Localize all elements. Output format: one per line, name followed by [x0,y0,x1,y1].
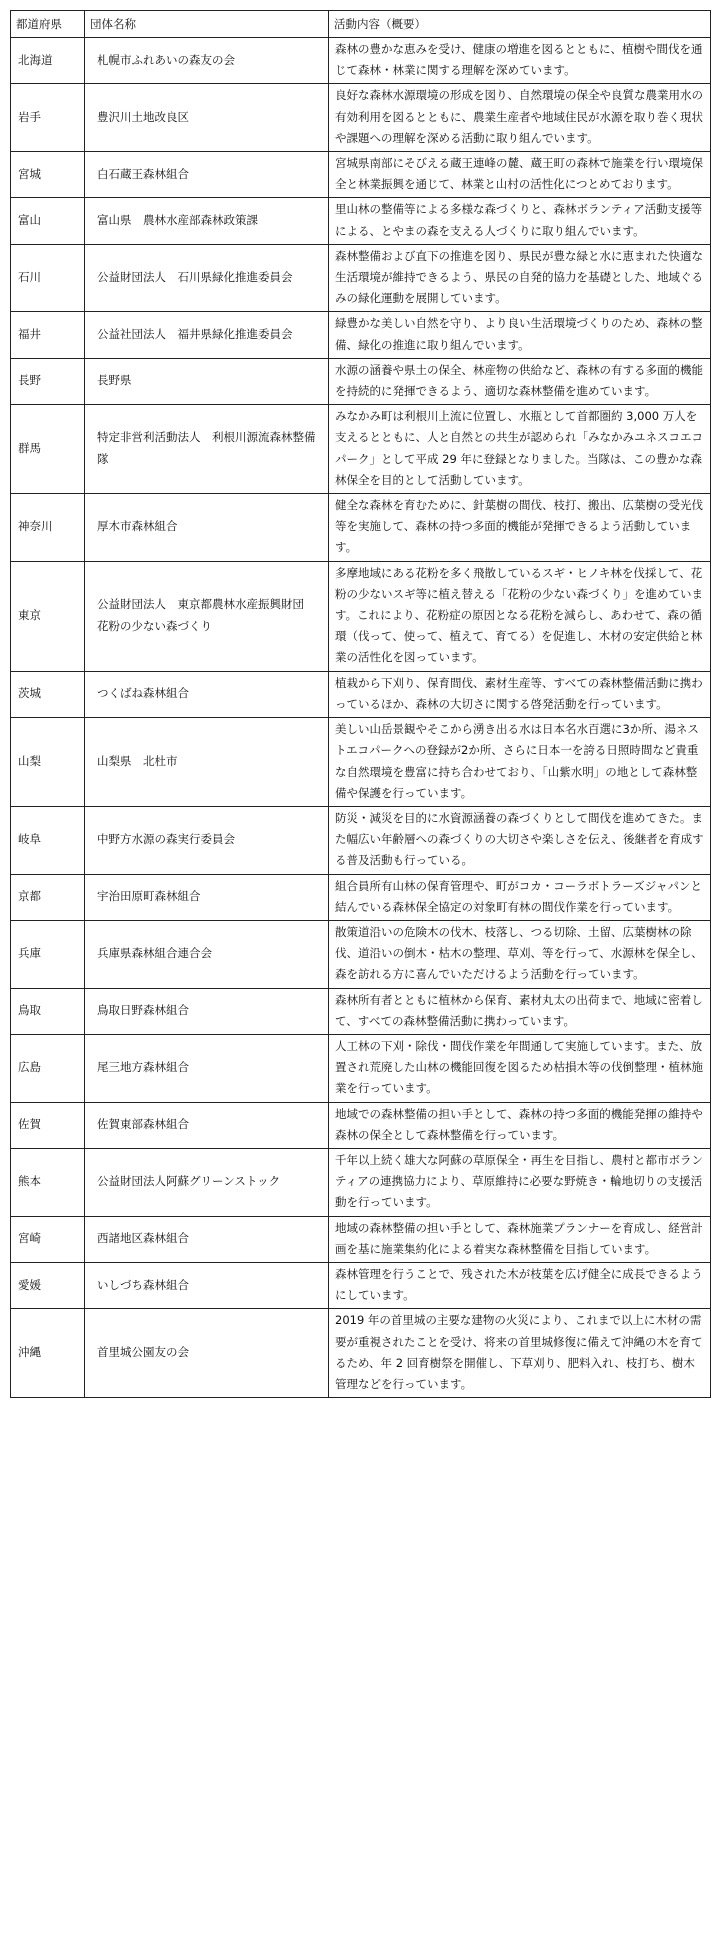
prefecture-cell: 岐阜 [11,806,85,874]
header-activity: 活動内容（概要） [329,11,711,38]
prefecture-cell: 熊本 [11,1148,85,1216]
prefecture-cell: 石川 [11,244,85,312]
table-row [11,244,711,312]
activity-cell: 森林の豊かな恵みを受け、健康の増進を図るとともに、植樹や間伐を通じて森林・林業に関する理解を深めています。 [329,38,711,84]
activity-cell: 2019 年の首里城の主要な建物の火災により、これまで以上に木材の需要が重視されたことを受け、将来の首里城修復に備えて沖縄の木を育てるため、年 2 回育樹祭を開催し、下草刈り、肥料入れ、枝打ち、樹木管理などを行っています。 [329,1309,711,1398]
prefecture-cell: 長野 [11,358,85,404]
header-organization: 団体名称 [85,11,329,38]
activity-cell: 防災・減災を目的に水資源涵養の森づくりとして間伐を進めてきた。また幅広い年齢層への森づくりの大切さや楽しさを伝え、後継者を育成する普及活動も行っている。 [329,806,711,874]
table-row [11,494,711,562]
prefecture-cell: 兵庫 [11,920,85,988]
table-row [11,358,711,404]
prefecture-cell: 山梨 [11,718,85,807]
activity-table [10,10,711,1398]
organization-cell: いしづち森林組合 [85,1262,329,1308]
organization-cell: 尾三地方森林組合 [85,1034,329,1102]
organization-cell: 宇治田原町森林組合 [85,874,329,920]
table-row [11,988,711,1034]
activity-cell: 健全な森林を育むために、針葉樹の間伐、枝打、搬出、広葉樹の受光伐等を実施して、森林の持つ多面的機能が発揮できるよう活動しています。 [329,494,711,562]
activity-cell: 緑豊かな美しい自然を守り、より良い生活環境づくりのため、森林の整備、緑化の推進に取り組んでいます。 [329,312,711,358]
prefecture-cell: 神奈川 [11,494,85,562]
organization-cell: 公益財団法人 石川県緑化推進委員会 [85,244,329,312]
table-row [11,1102,711,1148]
organization-cell: 山梨県 北杜市 [85,718,329,807]
organization-cell: 白石蔵王森林組合 [85,152,329,198]
organization-cell: 札幌市ふれあいの森友の会 [85,38,329,84]
header-prefecture: 都道府県 [11,11,85,38]
activity-cell: みなかみ町は利根川上流に位置し、水瓶として首都圏約 3,000 万人を支えるとともに、人と自然との共生が認められ「みなかみユネスコエコパーク」として平成 29 年に登録となりました。当隊は、この豊かな森林保全を目的として活動しています。 [329,405,711,494]
organization-cell: 特定非営利活動法人 利根川源流森林整備隊 [85,405,329,494]
table-row [11,405,711,494]
activity-cell: 地域での森林整備の担い手として、森林の持つ多面的機能発揮の維持や森林の保全として森林整備を行っています。 [329,1102,711,1148]
activity-table-container [10,10,710,1398]
organization-cell: 鳥取日野森林組合 [85,988,329,1034]
organization-cell: 兵庫県森林組合連合会 [85,920,329,988]
activity-cell: 水源の涵養や県土の保全、林産物の供給など、森林の有する多面的機能を持続的に発揮できるよう、適切な森林整備を進めています。 [329,358,711,404]
prefecture-cell: 佐賀 [11,1102,85,1148]
table-header-row [11,11,711,38]
table-row [11,806,711,874]
prefecture-cell: 広島 [11,1034,85,1102]
organization-cell: 中野方水源の森実行委員会 [85,806,329,874]
prefecture-cell: 群馬 [11,405,85,494]
table-row [11,671,711,717]
activity-cell: 森林所有者とともに植林から保育、素材丸太の出荷まで、地域に密着して、すべての森林整備活動に携わっています。 [329,988,711,1034]
table-row [11,1034,711,1102]
table-row [11,1309,711,1398]
prefecture-cell: 福井 [11,312,85,358]
organization-cell: 厚木市森林組合 [85,494,329,562]
table-row [11,561,711,671]
table-row [11,312,711,358]
prefecture-cell: 茨城 [11,671,85,717]
activity-cell: 里山林の整備等による多様な森づくりと、森林ボランティア活動支援等による、とやまの森を支える人づくりに取り組んでいます。 [329,198,711,244]
activity-cell: 多摩地域にある花粉を多く飛散しているスギ・ヒノキ林を伐採して、花粉の少ないスギ等に植え替える「花粉の少ない森づくり」を進めています。これにより、花粉症の原因となる花粉を減らし、あわせて、森の循環（伐って、使って、植えて、育てる）を促進し、木材の安定供給と林業の活性化を図っています。 [329,561,711,671]
activity-cell: 宮城県南部にそびえる蔵王連峰の麓、蔵王町の森林で施業を行い環境保全と林業振興を通じて、林業と山村の活性化につとめております。 [329,152,711,198]
organization-cell: 富山県 農林水産部森林政策課 [85,198,329,244]
prefecture-cell: 東京 [11,561,85,671]
table-row [11,874,711,920]
prefecture-cell: 宮崎 [11,1216,85,1262]
prefecture-cell: 岩手 [11,84,85,152]
prefecture-cell: 沖縄 [11,1309,85,1398]
organization-cell: 公益社団法人 福井県緑化推進委員会 [85,312,329,358]
organization-cell: つくばね森林組合 [85,671,329,717]
prefecture-cell: 北海道 [11,38,85,84]
prefecture-cell: 京都 [11,874,85,920]
table-row [11,152,711,198]
table-row [11,920,711,988]
activity-cell: 植栽から下刈り、保育間伐、素材生産等、すべての森林整備活動に携わっているほか、森林の大切さに関する啓発活動を行っています。 [329,671,711,717]
activity-cell: 人工林の下刈・除伐・間伐作業を年間通して実施しています。また、放置され荒廃した山林の機能回復を図るため枯損木等の伐倒整理・植林施業を行っています。 [329,1034,711,1102]
activity-cell: 散策道沿いの危険木の伐木、枝落し、つる切除、土留、広葉樹林の除伐、道沿いの倒木・枯木の整理、草刈、等を行って、水源林を保全し、森を訪れる方に喜んでいただけるよう活動を行っています。 [329,920,711,988]
table-row [11,718,711,807]
prefecture-cell: 鳥取 [11,988,85,1034]
organization-cell: 公益財団法人 東京都農林水産振興財団 花粉の少ない森づくり [85,561,329,671]
prefecture-cell: 宮城 [11,152,85,198]
table-row [11,38,711,84]
table-row [11,1262,711,1308]
table-row [11,198,711,244]
activity-cell: 組合員所有山林の保育管理や、町がコカ・コーラボトラーズジャパンと結んでいる森林保全協定の対象町有林の間伐作業を行っています。 [329,874,711,920]
organization-cell: 長野県 [85,358,329,404]
activity-cell: 地域の森林整備の担い手として、森林施業プランナーを育成し、経営計画を基に施業集約化による着実な森林整備を目指しています。 [329,1216,711,1262]
prefecture-cell: 富山 [11,198,85,244]
organization-cell: 西諸地区森林組合 [85,1216,329,1262]
table-row [11,84,711,152]
table-row [11,1216,711,1262]
activity-cell: 千年以上続く雄大な阿蘇の草原保全・再生を目指し、農村と都市ボランティアの連携協力により、草原維持に必要な野焼き・輪地切りの支援活動を行っています。 [329,1148,711,1216]
activity-cell: 森林管理を行うことで、残された木が枝葉を広げ健全に成長できるようにしています。 [329,1262,711,1308]
organization-cell: 佐賀東部森林組合 [85,1102,329,1148]
activity-cell: 良好な森林水源環境の形成を図り、自然環境の保全や良質な農業用水の有効利用を図るとともに、農業生産者や地域住民が水源を取り巻く現状や課題への理解を深める活動に取り組んでいます。 [329,84,711,152]
organization-cell: 公益財団法人阿蘇グリーンストック [85,1148,329,1216]
organization-cell: 首里城公園友の会 [85,1309,329,1398]
table-row [11,1148,711,1216]
table-body [11,38,711,1398]
activity-cell: 美しい山岳景観やそこから湧き出る水は日本名水百選に3か所、湯ネストエコパークへの登録が2か所、さらに日本一を誇る日照時間など貴重な自然環境を豊富に持ち合わせており、「山紫水明」の地として森林整備や保護を行っています。 [329,718,711,807]
prefecture-cell: 愛媛 [11,1262,85,1308]
organization-cell: 豊沢川土地改良区 [85,84,329,152]
activity-cell: 森林整備および直下の推進を図り、県民が豊な緑と水に恵まれた快適な生活環境が維持できるよう、県民の自発的協力を基礎とした、地域ぐるみの緑化運動を展開しています。 [329,244,711,312]
